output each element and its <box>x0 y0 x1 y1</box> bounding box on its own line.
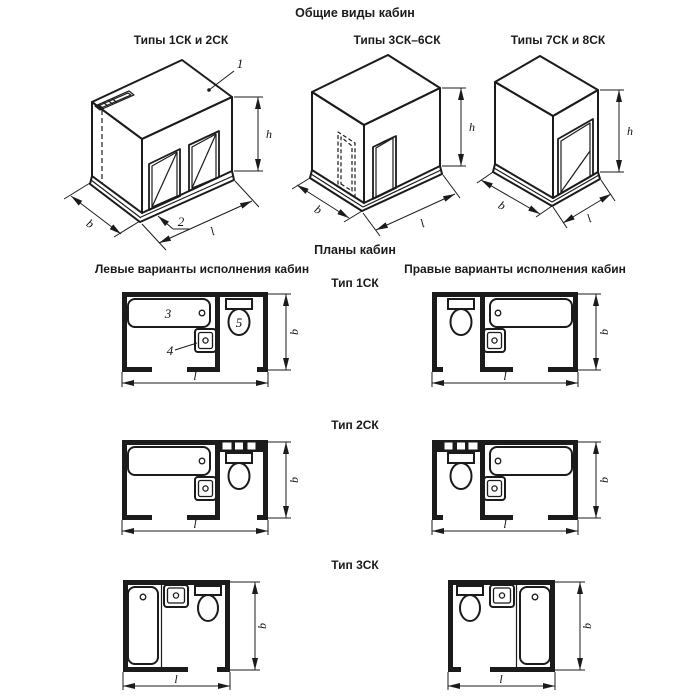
label-plan-type-3sk: Тип 3СК <box>331 558 379 572</box>
hidden-door-dashed <box>338 132 355 197</box>
dim-l-label: l <box>174 672 178 686</box>
dimension-h <box>600 90 633 172</box>
base-slab <box>90 171 234 222</box>
dimension-b <box>578 294 611 370</box>
dimension-b <box>477 172 552 217</box>
dim-b-label: b <box>83 216 97 232</box>
dim-b-label: b <box>255 623 269 629</box>
bathtub <box>520 587 550 664</box>
mirrored-interior <box>448 580 555 672</box>
dimension-h <box>234 97 272 171</box>
plans-title: Планы кабин <box>314 243 396 257</box>
dimension-b <box>578 442 611 518</box>
bathtub <box>490 447 572 475</box>
washbasin <box>164 585 188 607</box>
dim-l-label: l <box>503 369 507 383</box>
plan-3sk-right <box>440 576 594 698</box>
dim-l-label: l <box>193 369 197 383</box>
roof-vent-grille-icon <box>95 91 134 110</box>
dim-b-label: b <box>597 329 611 335</box>
dimension-l <box>448 672 555 690</box>
dimension-b <box>230 582 269 670</box>
iso-view-types-1sk-2sk <box>52 50 287 255</box>
plan-1sk-left <box>114 288 309 390</box>
label-plan-type-2sk: Тип 2СК <box>331 418 379 432</box>
toilet <box>195 586 221 621</box>
dim-l-label: l <box>207 224 217 239</box>
door-opening-1 <box>149 149 180 210</box>
bathtub <box>128 447 210 475</box>
washbasin <box>195 329 216 352</box>
plan-3sk-left <box>115 576 269 698</box>
dim-h-label: h <box>266 127 272 141</box>
toilet <box>448 453 474 489</box>
dim-l-label: l <box>417 216 427 231</box>
dimension-h <box>442 88 475 166</box>
left-variants-title: Левые варианты исполнения кабин <box>94 262 310 276</box>
dimension-b <box>268 442 301 518</box>
bathtub <box>128 587 158 664</box>
label-types-3sk-6sk: Типы 3СК–6СК <box>353 33 441 47</box>
door-opening <box>558 119 593 195</box>
iso-view-types-7sk-8sk <box>476 52 666 252</box>
label-types-1sk-2sk: Типы 1СК и 2СК <box>133 33 229 47</box>
mirrored-interior <box>432 292 578 372</box>
callout-washbasin <box>167 343 197 358</box>
dim-h-label: h <box>469 120 475 134</box>
vent-block <box>437 440 482 452</box>
dim-l-label: l <box>584 211 594 226</box>
washbasin <box>490 585 514 607</box>
dim-b-label: b <box>287 329 301 335</box>
callout-roof-number: 1 <box>236 56 244 71</box>
plan-2sk-right <box>424 436 619 538</box>
mirrored-interior <box>432 440 578 520</box>
callout-bathtub-number: 3 <box>164 306 172 321</box>
toilet <box>448 299 474 335</box>
general-views-title: Общие виды кабин <box>295 6 415 20</box>
bathtub <box>490 299 572 327</box>
washbasin <box>484 477 505 500</box>
callout-base-panel <box>158 214 189 229</box>
dimension-b <box>268 294 301 370</box>
dim-b-label: b <box>580 623 594 629</box>
plan-1sk-right <box>424 288 619 390</box>
callout-washbasin-number: 4 <box>166 343 174 358</box>
callout-roof-panel <box>207 56 243 92</box>
dimension-b <box>555 582 594 670</box>
label-plan-type-1sk: Тип 1СК <box>331 276 379 290</box>
dim-l-label: l <box>193 517 197 531</box>
callout-base-number: 2 <box>177 214 185 229</box>
label-types-7sk-8sk: Типы 7СК и 8СК <box>510 33 606 47</box>
dim-b-label: b <box>495 197 509 214</box>
dim-b-label: b <box>597 477 611 483</box>
dim-b-label: b <box>311 202 325 218</box>
washbasin <box>484 329 505 352</box>
door-opening <box>373 136 396 199</box>
dim-b-label: b <box>287 477 301 483</box>
toilet <box>226 453 252 489</box>
dim-l-label: l <box>499 672 503 686</box>
dim-h-label: h <box>627 124 633 138</box>
iso-view-types-3sk-6sk <box>288 52 488 252</box>
plan-2sk-left <box>114 436 309 538</box>
right-variants-title: Правые варианты исполнения кабин <box>404 262 626 276</box>
washbasin <box>195 477 216 500</box>
base-slab <box>493 164 600 206</box>
toilet <box>457 586 483 621</box>
dim-l-label: l <box>503 517 507 531</box>
door-opening-2 <box>189 131 219 191</box>
vent-block <box>218 440 263 452</box>
dimension-l <box>123 672 230 690</box>
dimension-b <box>64 183 140 237</box>
callout-toilet-number: 5 <box>235 315 243 330</box>
